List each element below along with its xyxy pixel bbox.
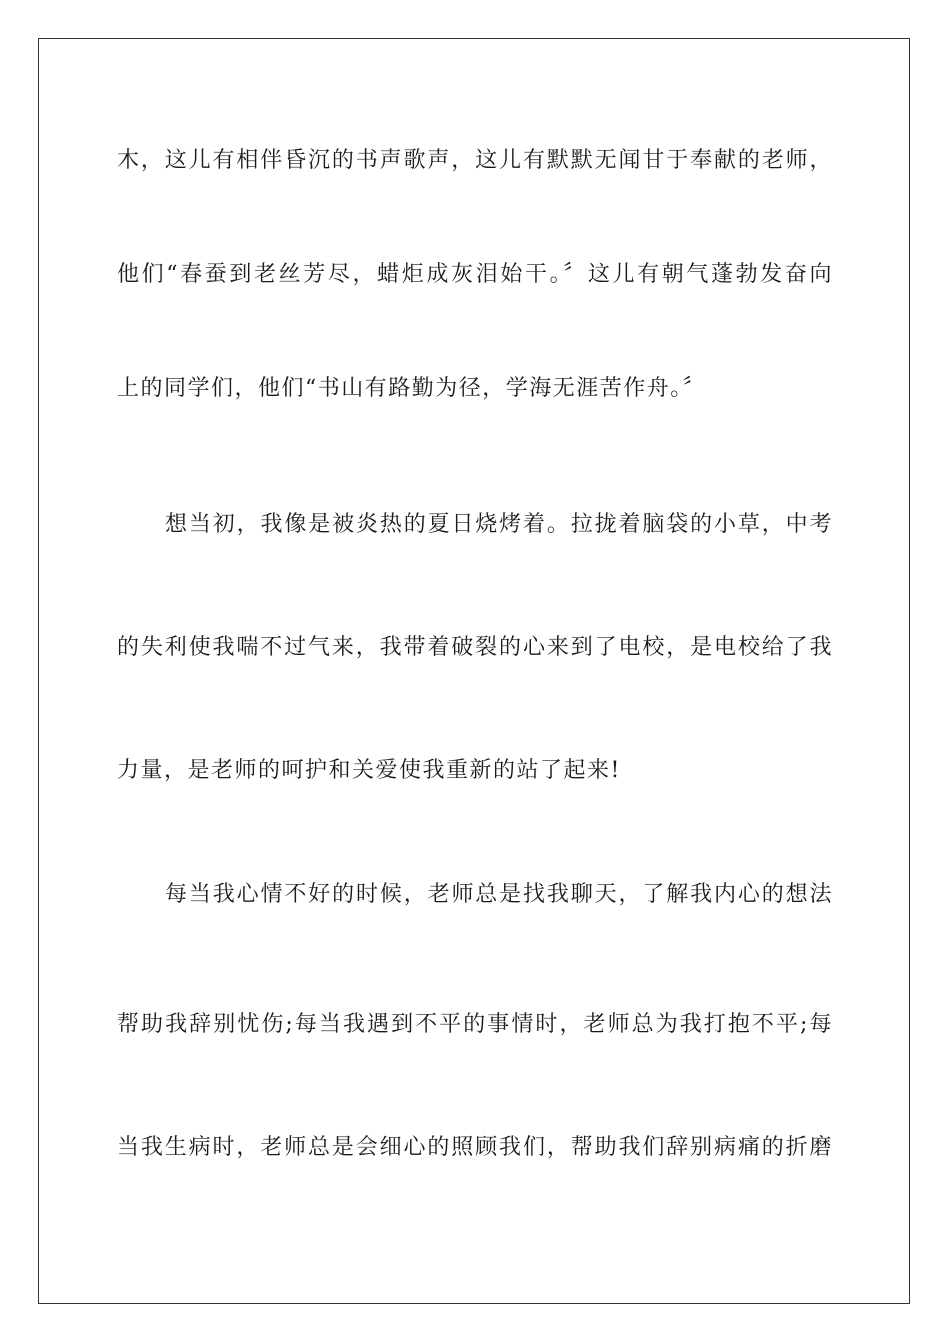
text-line-9: 当我生病时，老师总是会细心的照顾我们，帮助我们辞别病痛的折磨 bbox=[117, 1135, 833, 1160]
text-line-5: 的失利使我喘不过气来，我带着破裂的心来到了电校，是电校给了我 bbox=[117, 635, 833, 660]
text-line-6: 力量，是老师的呵护和关爱使我重新的站了起来! bbox=[117, 758, 621, 783]
text-line-7-paragraph-start: 每当我心情不好的时候，老师总是找我聊天，了解我内心的想法 bbox=[165, 882, 833, 907]
text-line-8: 帮助我辞别忧伤;每当我遇到不平的事情时，老师总为我打抱不平;每 bbox=[117, 1012, 833, 1037]
text-line-2: 他们“春蚕到老丝芳尽，蜡炬成灰泪始干。〞这儿有朝气蓬勃发奋向 bbox=[117, 262, 833, 287]
text-line-4-paragraph-start: 想当初，我像是被炎热的夏日烧烤着。拉拢着脑袋的小草，中考 bbox=[165, 512, 833, 537]
page-border bbox=[38, 38, 910, 1304]
text-line-1: 木，这儿有相伴昏沉的书声歌声，这儿有默默无闻甘于奉献的老师， bbox=[117, 148, 833, 173]
text-line-3: 上的同学们，他们“书山有路勤为径，学海无涯苦作舟。〞 bbox=[117, 376, 707, 401]
